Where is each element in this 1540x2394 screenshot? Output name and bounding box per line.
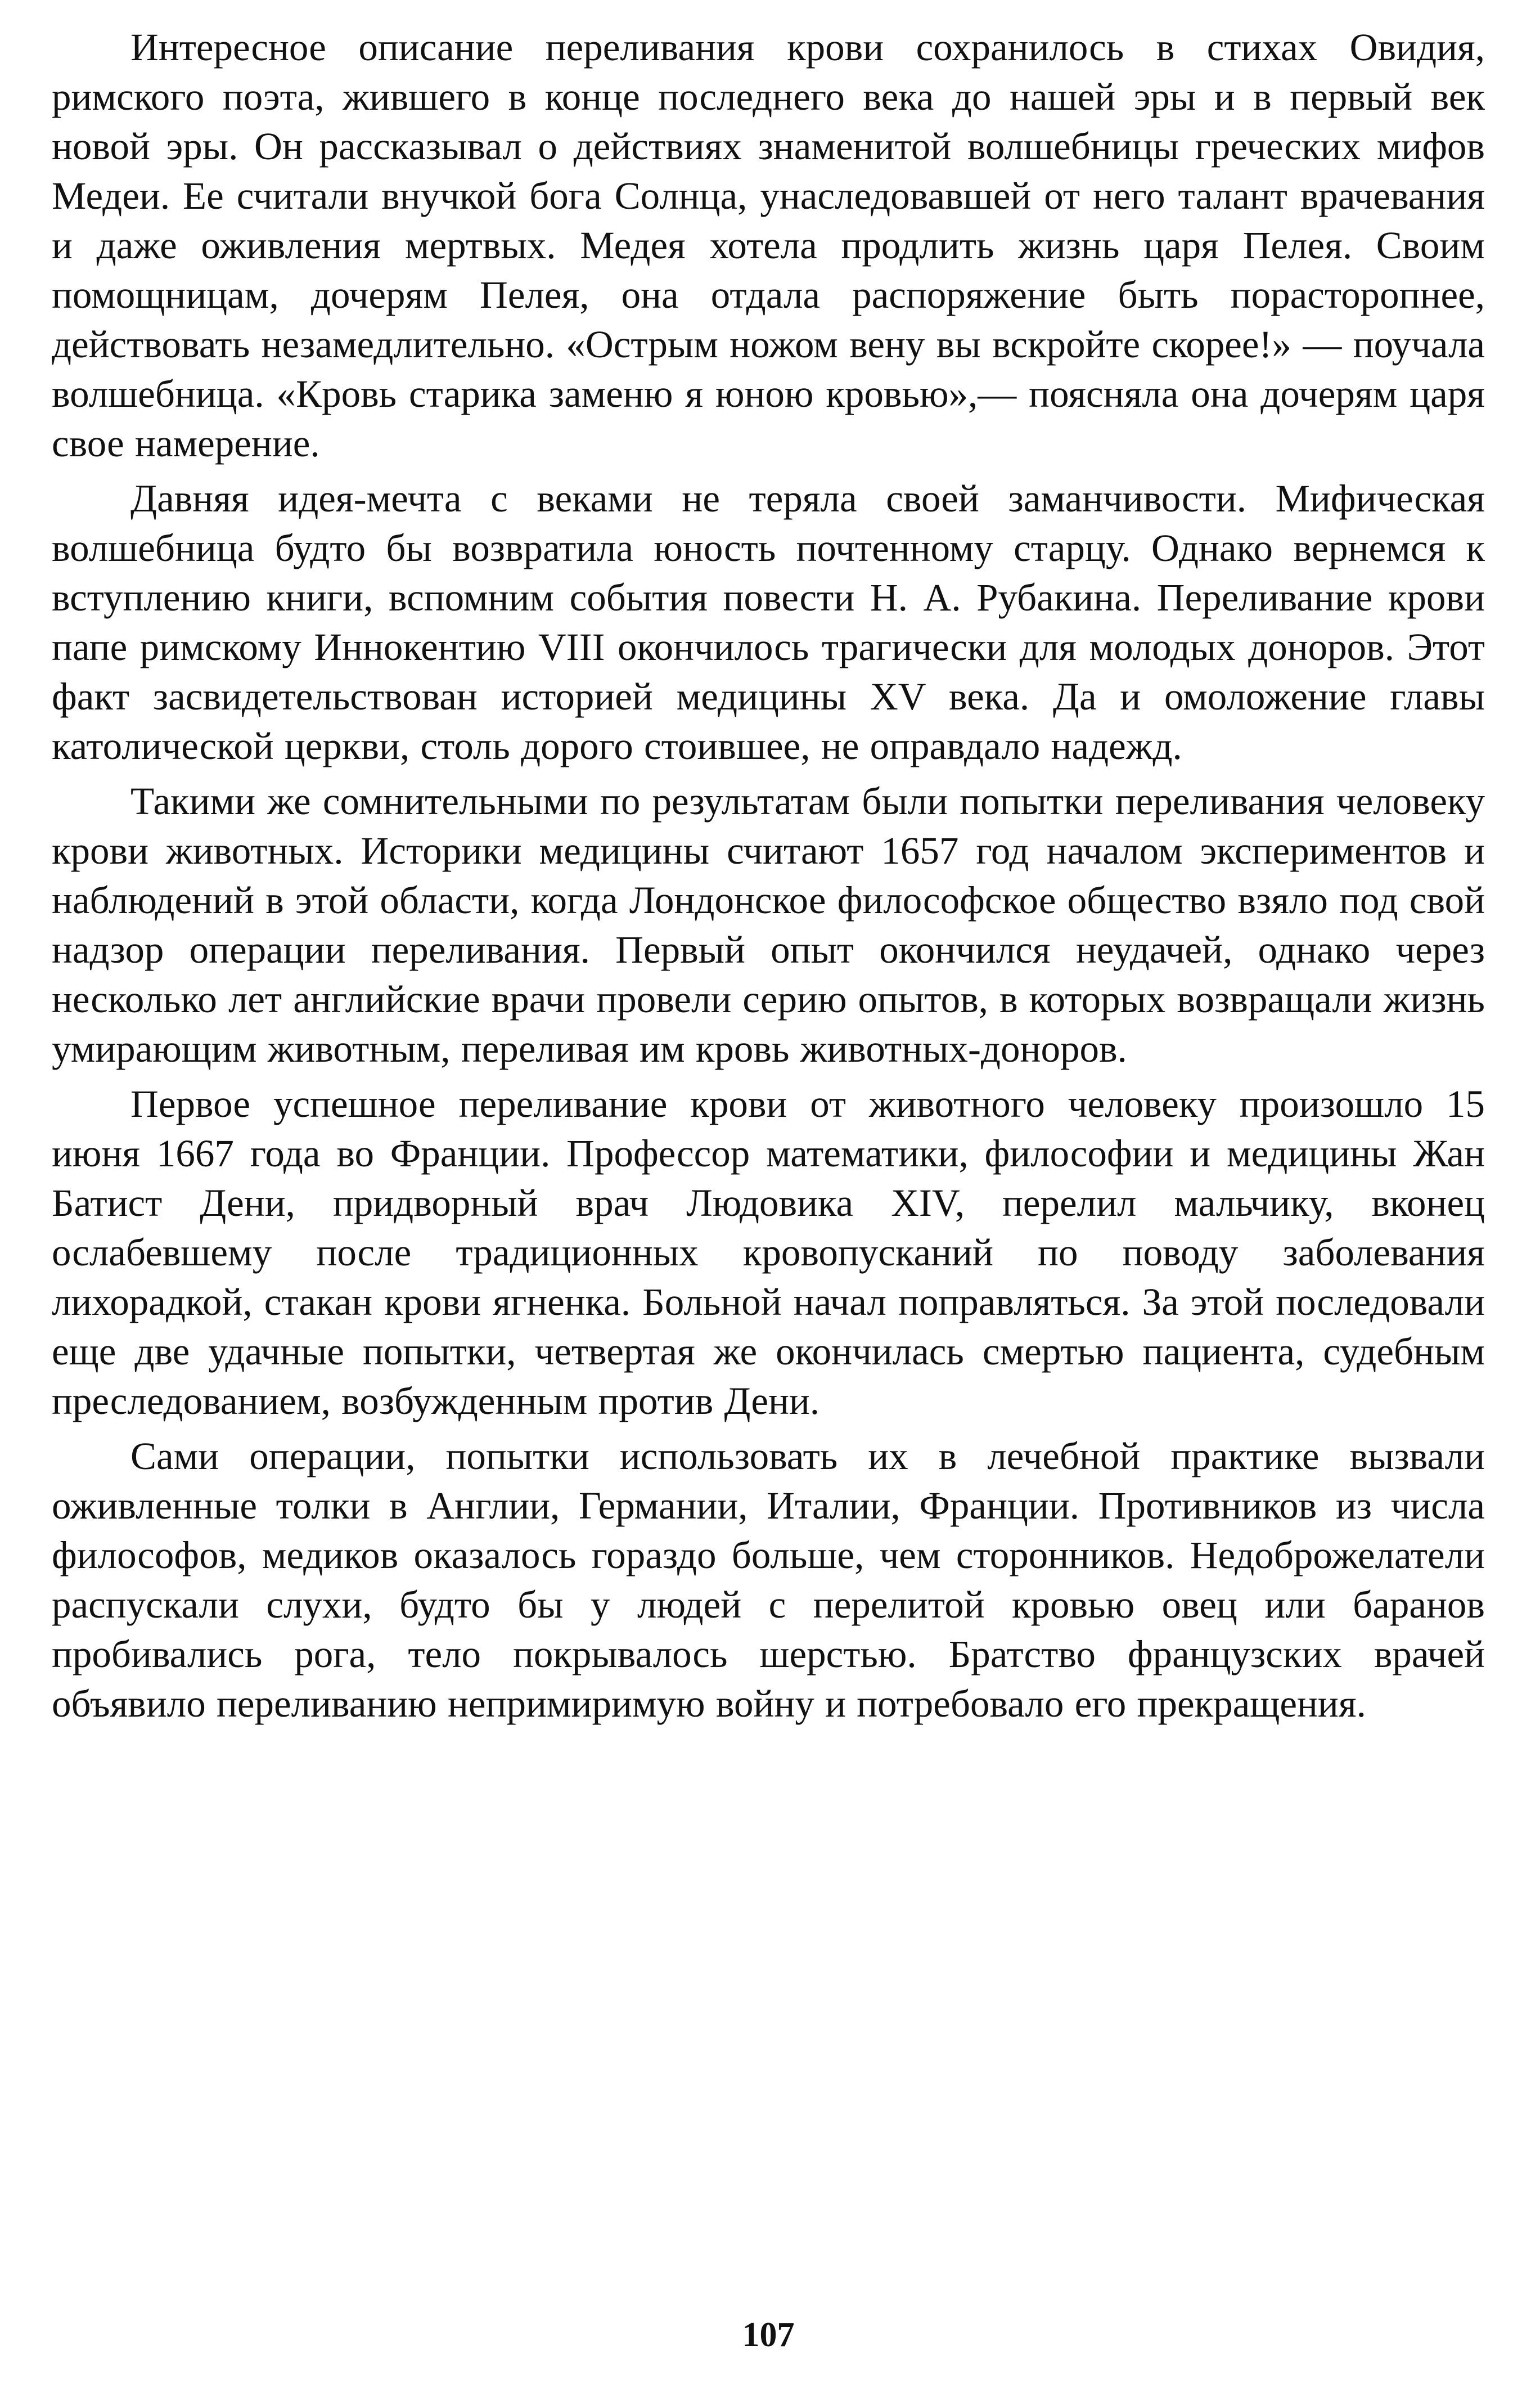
book-page xyxy=(52,23,1485,2369)
page-number: 107 xyxy=(742,2316,795,2354)
paragraph-innocent-viii: Давняя идея-мечта с веками не теряла своей заманчивости. Мифическая волшебница будто бы возвратила юность почтенному старцу. Однако вернемся к вступлению книги, вспомним события повести Н. А. Рубакина. Переливание крови папе римскому Иннокентию VIII окончилось трагически для молодых доноров. Этот факт засвидетельствован историей медицины XV века. Да и омоложение главы католической церкви, столь дорого стоившее, не оправдало надежд. xyxy=(52,477,1485,767)
paragraph-ovid-medea: Интересное описание переливания крови сохранилось в стихах Овидия, римского поэта, жившего в конце последнего века до нашей эры и в первый век новой эры. Он рассказывал о действиях знаменитой волшебницы греческих мифов Медеи. Ее считали внучкой бога Солнца, унаследовавшей от него талант врачевания и даже оживления мертвых. Медея хотела продлить жизнь царя Пелея. Своим помощницам, дочерям Пелея, она отдала распоряжение быть порасторопнее, действовать незамедлительно. «Острым ножом вену вы вскройте скорее!» — поучала волшебница. «Кровь старика заменю я юною кровью»,— поясняла она дочерям царя свое намерение. xyxy=(52,26,1485,465)
paragraph-first-successful-transfusion: Первое успешное переливание крови от животного человеку произошло 15 июня 1667 года во Франции. Профессор математики, философии и медицины Жан Батист Дени, придворный врач Людовика XIV, перелил мальчику, вконец ослабевшему после традиционных кровопусканий по поводу заболевания лихорадкой, стакан крови ягненка. Больной начал поправляться. За этой последовали еще две удачные попытки, четвертая же окончилась смертью пациента, судебным преследованием, возбужденным против Дени. xyxy=(52,1083,1485,1422)
body-text xyxy=(52,23,1485,1728)
paragraph-opposition: Сами операции, попытки использовать их в лечебной практике вызвали оживленные толки в Англии, Германии, Италии, Франции. Противников из числа философов, медиков оказалось гораздо больше, чем сторонников. Недоброжелатели распускали слухи, будто бы у людей с перелитой кровью овец или баранов пробивались рога, тело покрывалось шерстью. Братство французских врачей объявило переливанию непримиримую войну и потребовало его прекращения. xyxy=(52,1435,1485,1725)
paragraph-animal-transfusion: Такими же сомнительными по результатам были попытки переливания человеку крови животных. Историки медицины считают 1657 год началом экспериментов и наблюдений в этой области, когда Лондонское философское общество взяло под свой надзор операции переливания. Первый опыт окончился неудачей, однако через несколько лет английские врачи провели серию опытов, в которых возвращали жизнь умирающим животным, переливая им кровь животных-доноров. xyxy=(52,780,1485,1070)
